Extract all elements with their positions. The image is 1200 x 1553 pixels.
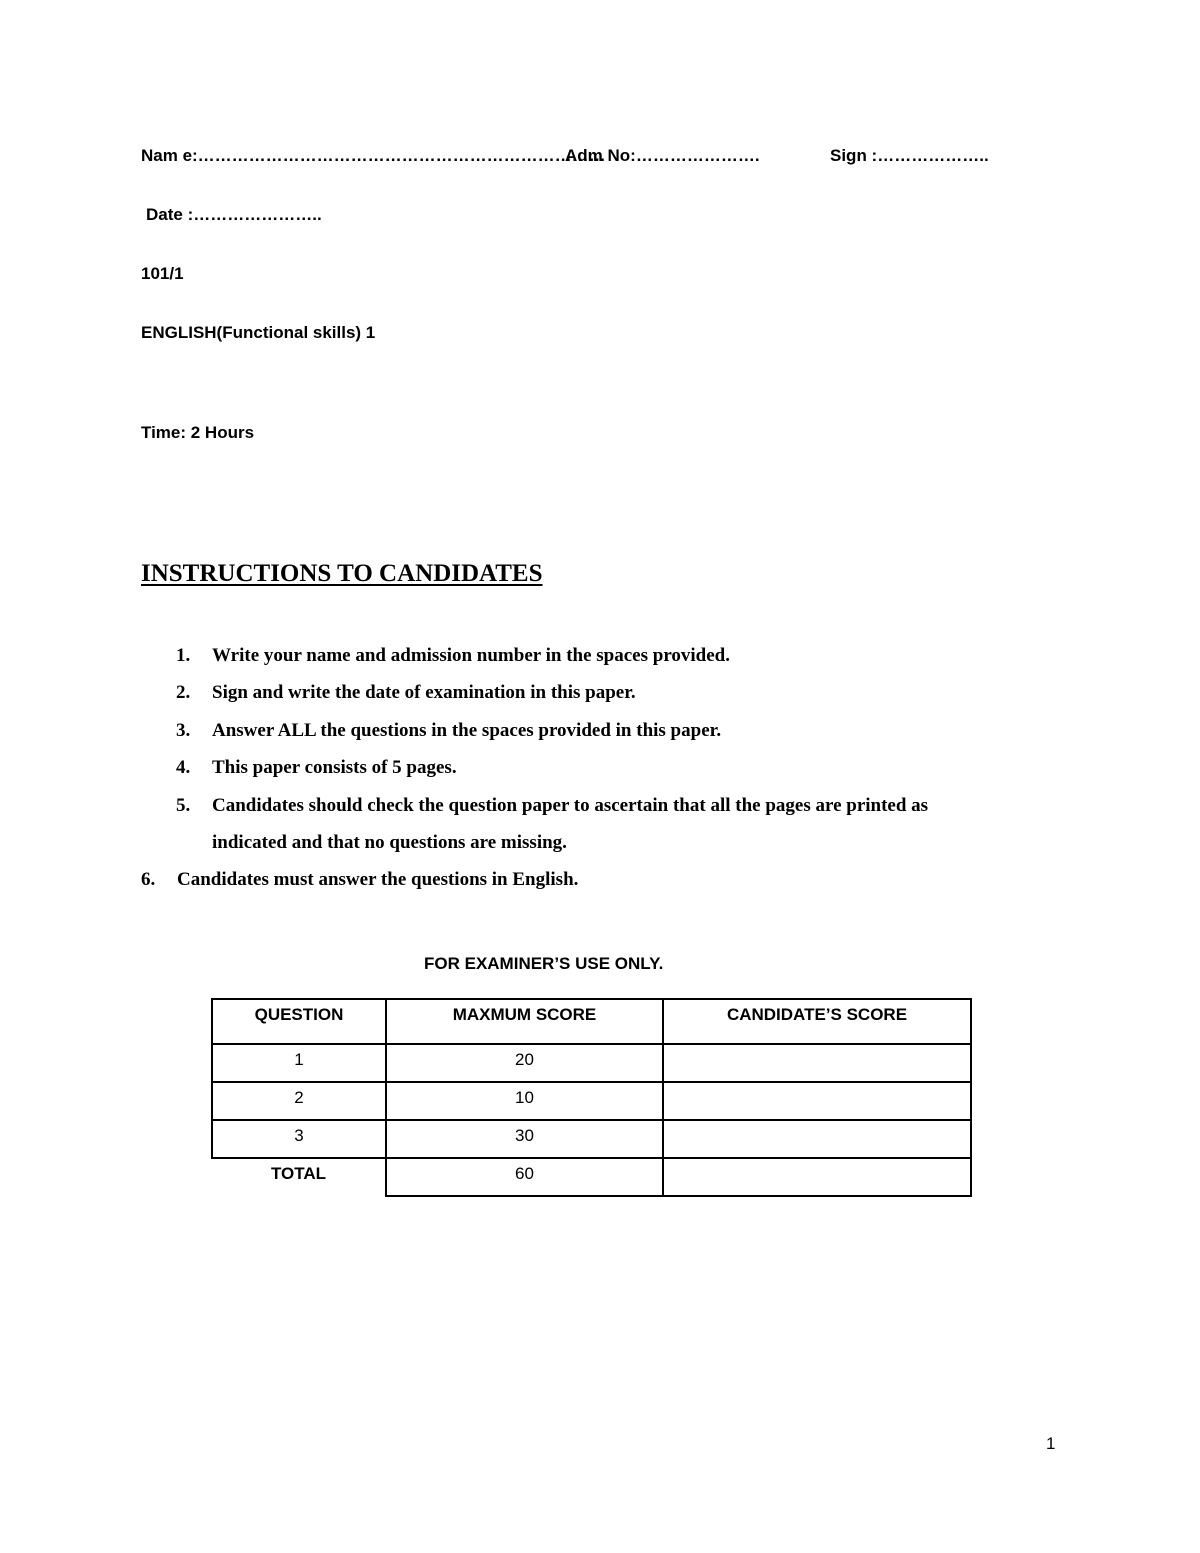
candidate-score-cell[interactable]	[663, 1120, 971, 1158]
instruction-item	[176, 832, 1076, 856]
instruction-text: Candidates should check the question paper to ascertain that all the pages are printed as	[212, 795, 929, 816]
instruction-number: 4.	[176, 757, 191, 778]
max-score-cell: 20	[386, 1044, 663, 1082]
instruction-number: 5.	[176, 795, 191, 816]
max-score-cell: 30	[386, 1120, 663, 1158]
name-field-label: Nam e:………………………………………………………………	[141, 146, 606, 165]
table-row	[212, 1082, 971, 1120]
instruction-text: Candidates must answer the questions in English.	[177, 869, 579, 890]
instruction-number: 2.	[176, 682, 191, 703]
instruction-text: indicated and that no questions are missing.	[212, 832, 567, 853]
instruction-item	[176, 757, 1076, 781]
table-total-row	[212, 1158, 971, 1196]
sign-field-label: Sign :………………..	[830, 146, 989, 165]
max-score-cell: 10	[386, 1082, 663, 1120]
candidate-score-cell[interactable]	[663, 1082, 971, 1120]
question-cell: 3	[212, 1120, 386, 1158]
question-cell: 1	[212, 1044, 386, 1082]
instruction-item	[176, 720, 1076, 744]
instruction-item	[176, 645, 1076, 669]
instruction-item	[176, 682, 1076, 706]
instruction-text: Answer ALL the questions in the spaces provided in this paper.	[212, 720, 722, 741]
date-field-label: Date :…………………..	[146, 205, 322, 224]
column-header-max-score: MAXMUM SCORE	[386, 999, 663, 1044]
subject-title: ENGLISH(Functional skills) 1	[141, 323, 376, 342]
instruction-text: This paper consists of 5 pages.	[212, 757, 457, 778]
paper-code: 101/1	[141, 264, 184, 283]
table-row	[212, 1120, 971, 1158]
candidate-score-cell[interactable]	[663, 1044, 971, 1082]
table-row	[212, 1044, 971, 1082]
table-header-row	[212, 999, 971, 1044]
page-number: 1	[1046, 1434, 1056, 1453]
instructions-heading: INSTRUCTIONS TO CANDIDATES	[141, 560, 543, 587]
instruction-number: 1.	[176, 645, 191, 666]
instruction-text: Write your name and admission number in the spaces provided.	[212, 645, 731, 666]
instruction-text: Sign and write the date of examination in this paper.	[212, 682, 636, 703]
score-table	[211, 998, 972, 1197]
instruction-number: 6.	[141, 869, 156, 890]
exam-duration: Time: 2 Hours	[141, 423, 255, 442]
column-header-candidate-score: CANDIDATE’S SCORE	[663, 999, 971, 1044]
instruction-item	[176, 795, 1076, 819]
instruction-item	[141, 869, 1041, 893]
adm-no-field-label: Adm No:………………….	[565, 146, 760, 165]
instruction-number: 3.	[176, 720, 191, 741]
total-max-cell: 60	[386, 1158, 663, 1196]
total-score-cell[interactable]	[663, 1158, 971, 1196]
total-label: TOTAL	[212, 1158, 386, 1196]
examiner-use-label: FOR EXAMINER’S USE ONLY.	[424, 954, 664, 973]
column-header-question: QUESTION	[212, 999, 386, 1044]
question-cell: 2	[212, 1082, 386, 1120]
